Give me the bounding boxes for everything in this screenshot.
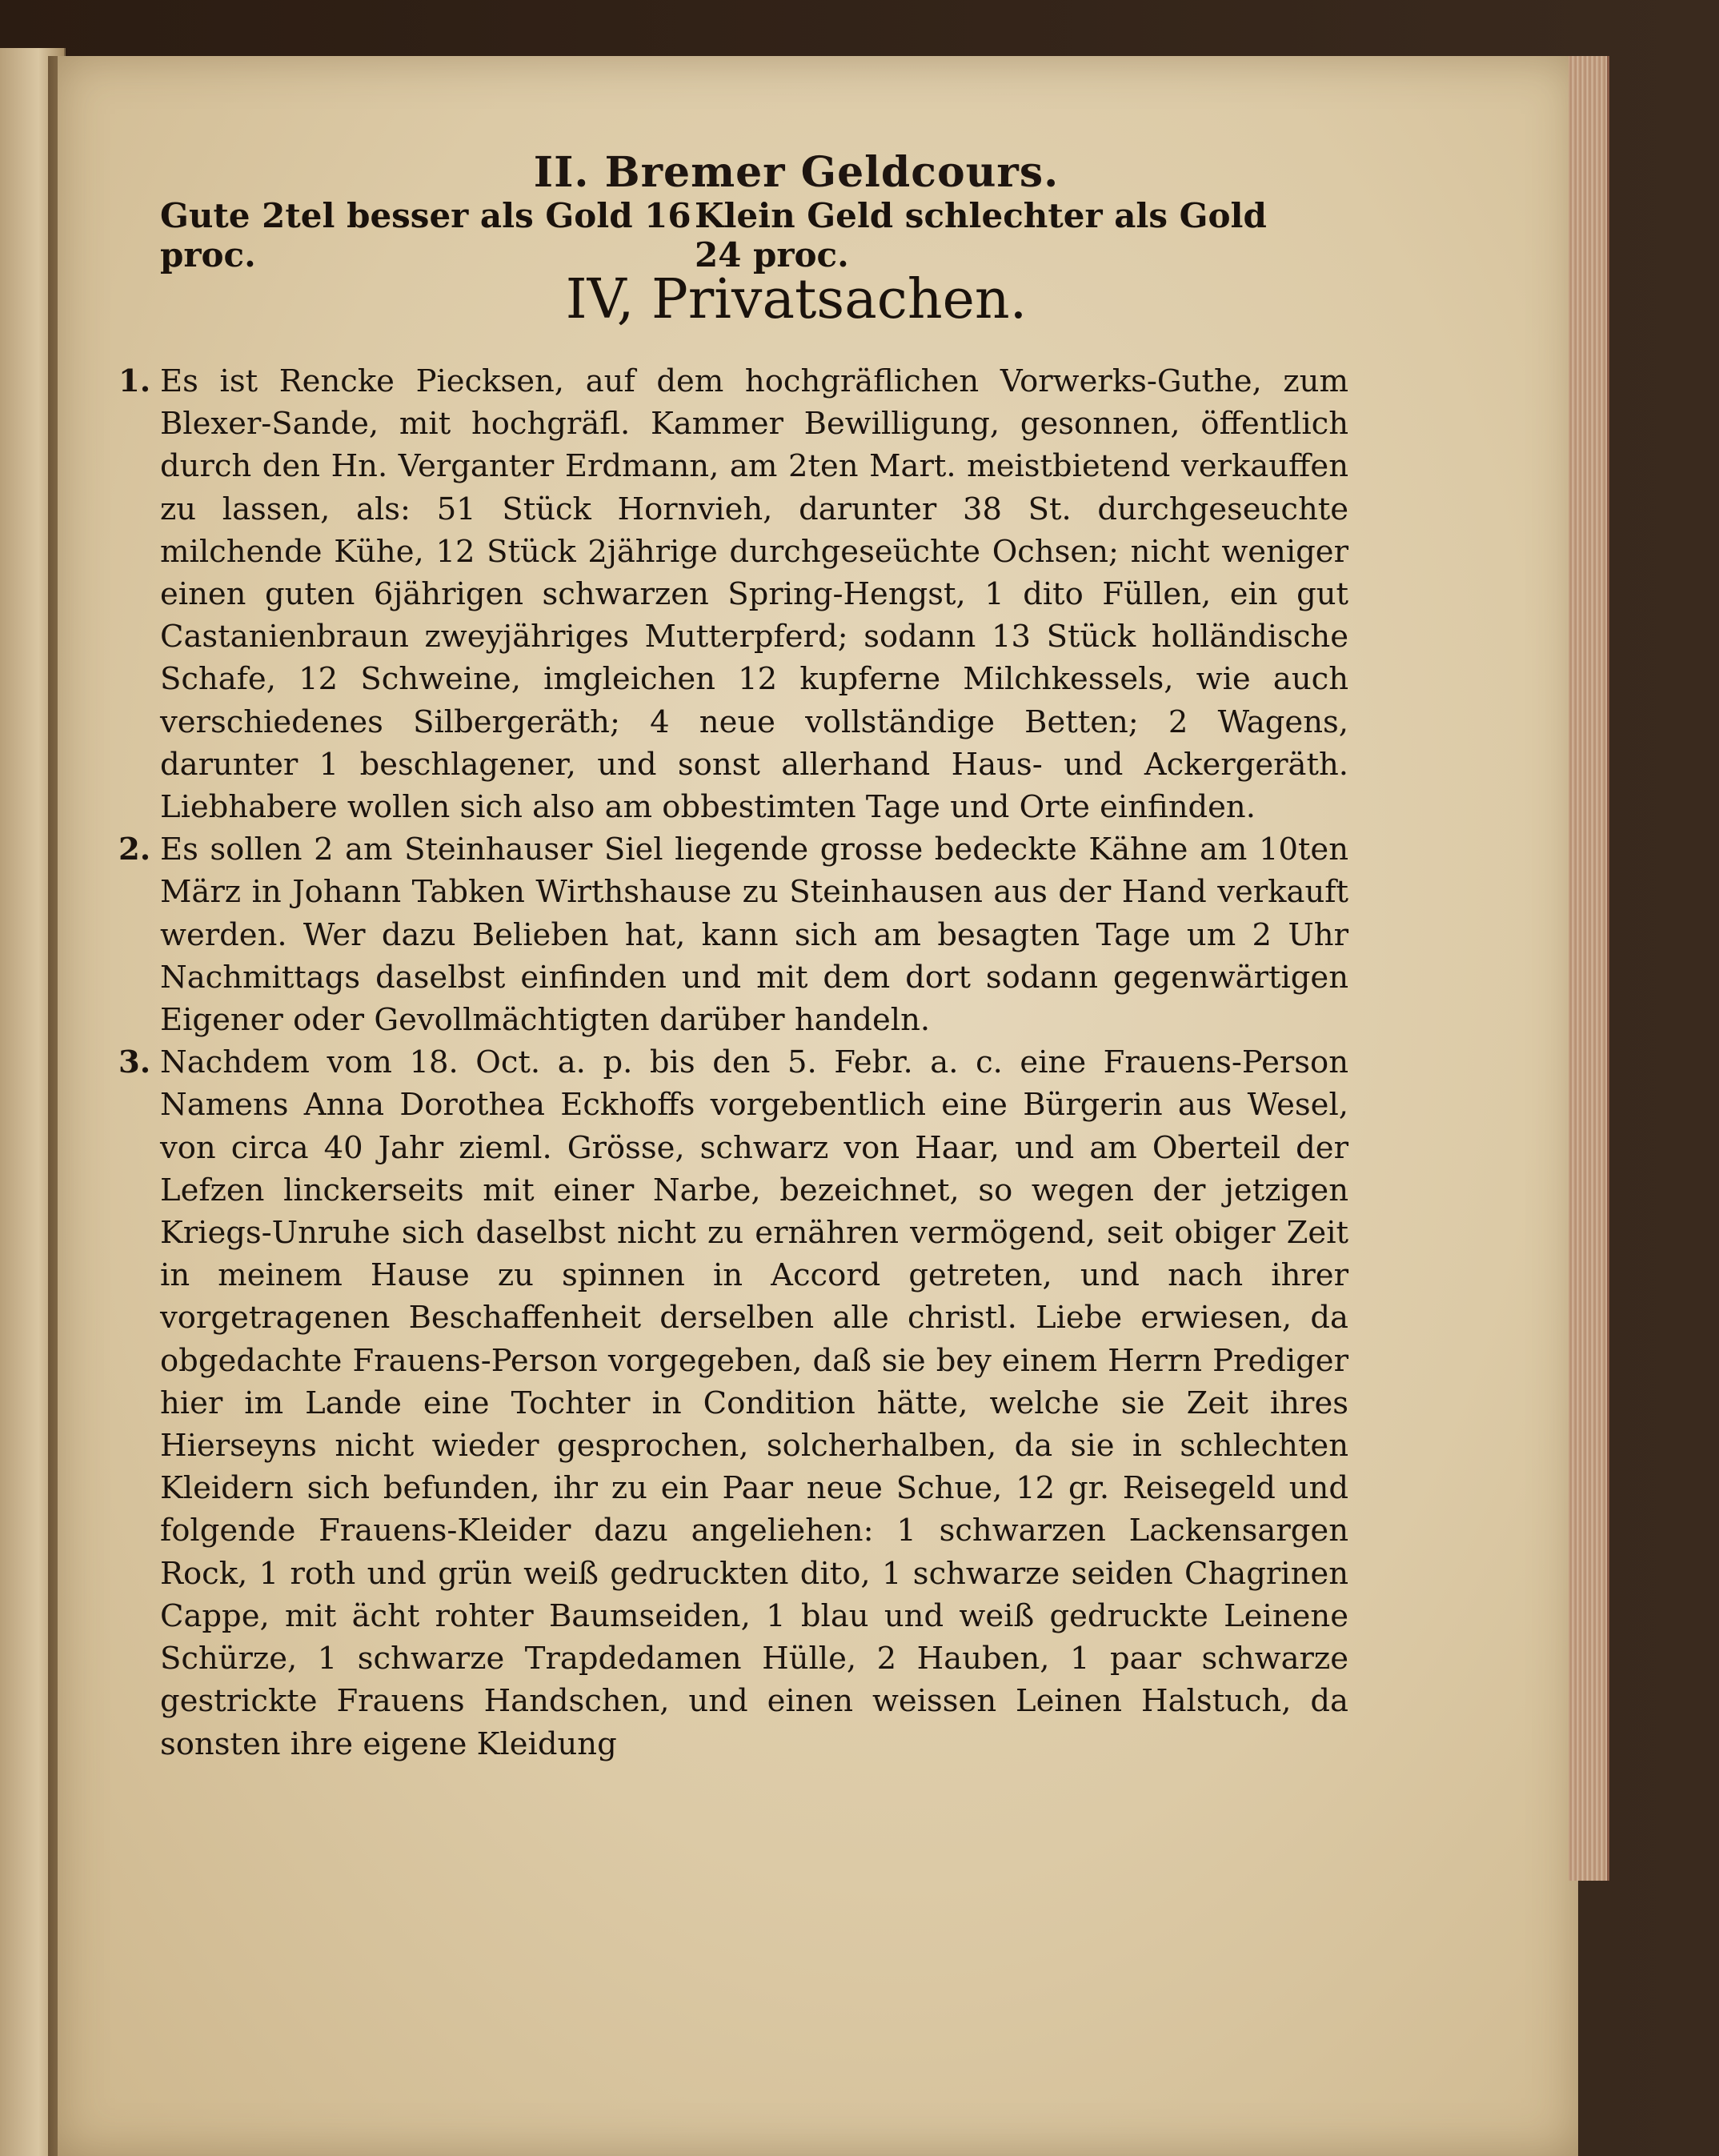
rate-left: Gute 2tel besser als Gold 16 proc. (160, 196, 691, 275)
page-title: II. Bremer Geldcours. (533, 148, 1060, 197)
entry-number: 3. (118, 1044, 151, 1081)
entry-1 (118, 360, 1348, 828)
entry-number: 2. (118, 832, 151, 868)
entry-text: Es sollen 2 am Steinhauser Siel liegende grosse bedeckte Kähne am 10ten März in Johann Tabken Wirthshause zu Steinhausen aus der Hand verkauft werden. Wer dazu Belieben hat, kann sich am besagten Tage um 2 Uhr Nachmittags daselbst einfinden und mit dem dort sodann gegenwärtigen Eigener oder Gevollmächtigten darüber handeln. (160, 832, 1348, 1039)
entry-text: Es ist Rencke Piecksen, auf dem hochgräflichen Vorwerks-Guthe, zum Blexer-Sande, mit hochgräfl. Kammer Bewilligung, gesonnen, öffentlich durch den Hn. Verganter Erdmann, am 2ten Mart. meistbietend verkauffen zu lassen, als: 51 Stück Hornvieh, darunter 38 St. durchgeseuchte milchende Kühe, 12 Stück 2jährige durchgeseüchte Ochsen; nicht weniger einen guten 6jährigen schwarzen Spring-Hengst, 1 dito Füllen, ein gut Castanienbraun zweyjähriges Mutterpferd; sodann 13 Stück holländische Schafe, 12 Schweine, imgleichen 12 kupferne Milchkessels, wie auch verschiedenes Silbergeräth; 4 neue vollständige Betten; 2 Wagens, darunter 1 beschlagener, und sonst allerhand Haus- und Ackergeräth. Liebhabere wollen sich also am obbestimten Tage und Orte einfinden. (160, 363, 1348, 826)
entry-3 (118, 1041, 1348, 1765)
entry-number: 1. (118, 363, 151, 399)
exchange-rates (160, 196, 1312, 275)
section-heading: IV, Privatsachen. (565, 268, 1028, 331)
body-text (118, 360, 1348, 1765)
entry-text: Nachdem vom 18. Oct. a. p. bis den 5. Febr. a. c. eine Frauens-Person Namens Anna Dorothea Eckhoffs vorgebentlich eine Bürgerin aus Wesel, von circa 40 Jahr zieml. Grösse, schwarz von Haar, und am Oberteil der Lefzen linckerseits mit einer Narbe, bezeichnet, so wegen der jetzigen Kriegs-Unruhe sich daselbst nicht zu ernähren vermögend, seit obiger Zeit in meinem Hause zu spinnen in Accord getreten, und nach ihrer vorgetragenen Beschaffenheit derselben alle christl. Liebe erwiesen, da obgedachte Frauens-Person vorgegeben, daß sie bey einem Herrn Prediger hier im Lande eine Tochter in Condition hätte, welche sie Zeit ihres Hierseyns nicht wieder gesprochen, solcherhalben, da sie in schlechten Kleidern sich befunden, ihr zu ein Paar neue Schue, 12 gr. Reisegeld und folgende Frauens-Kleider dazu angeliehen: 1 schwarzen Lackensargen Rock, 1 roth und grün weiß gedruckten dito, 1 schwarze seiden Chagrinen Cappe, mit ächt rohter Baumseiden, 1 blau und weiß gedruckte Leinene Schürze, 1 schwarze Trapdedamen Hülle, 2 Hauben, 1 paar schwarze gestrickte Frauens Handschen, und einen weissen Leinen Halstuch, da sonsten ihre eigene Kleidung (160, 1044, 1348, 1762)
rate-right: Klein Geld schlechter als Gold 24 proc. (694, 196, 1267, 275)
entry-2 (118, 828, 1348, 1041)
